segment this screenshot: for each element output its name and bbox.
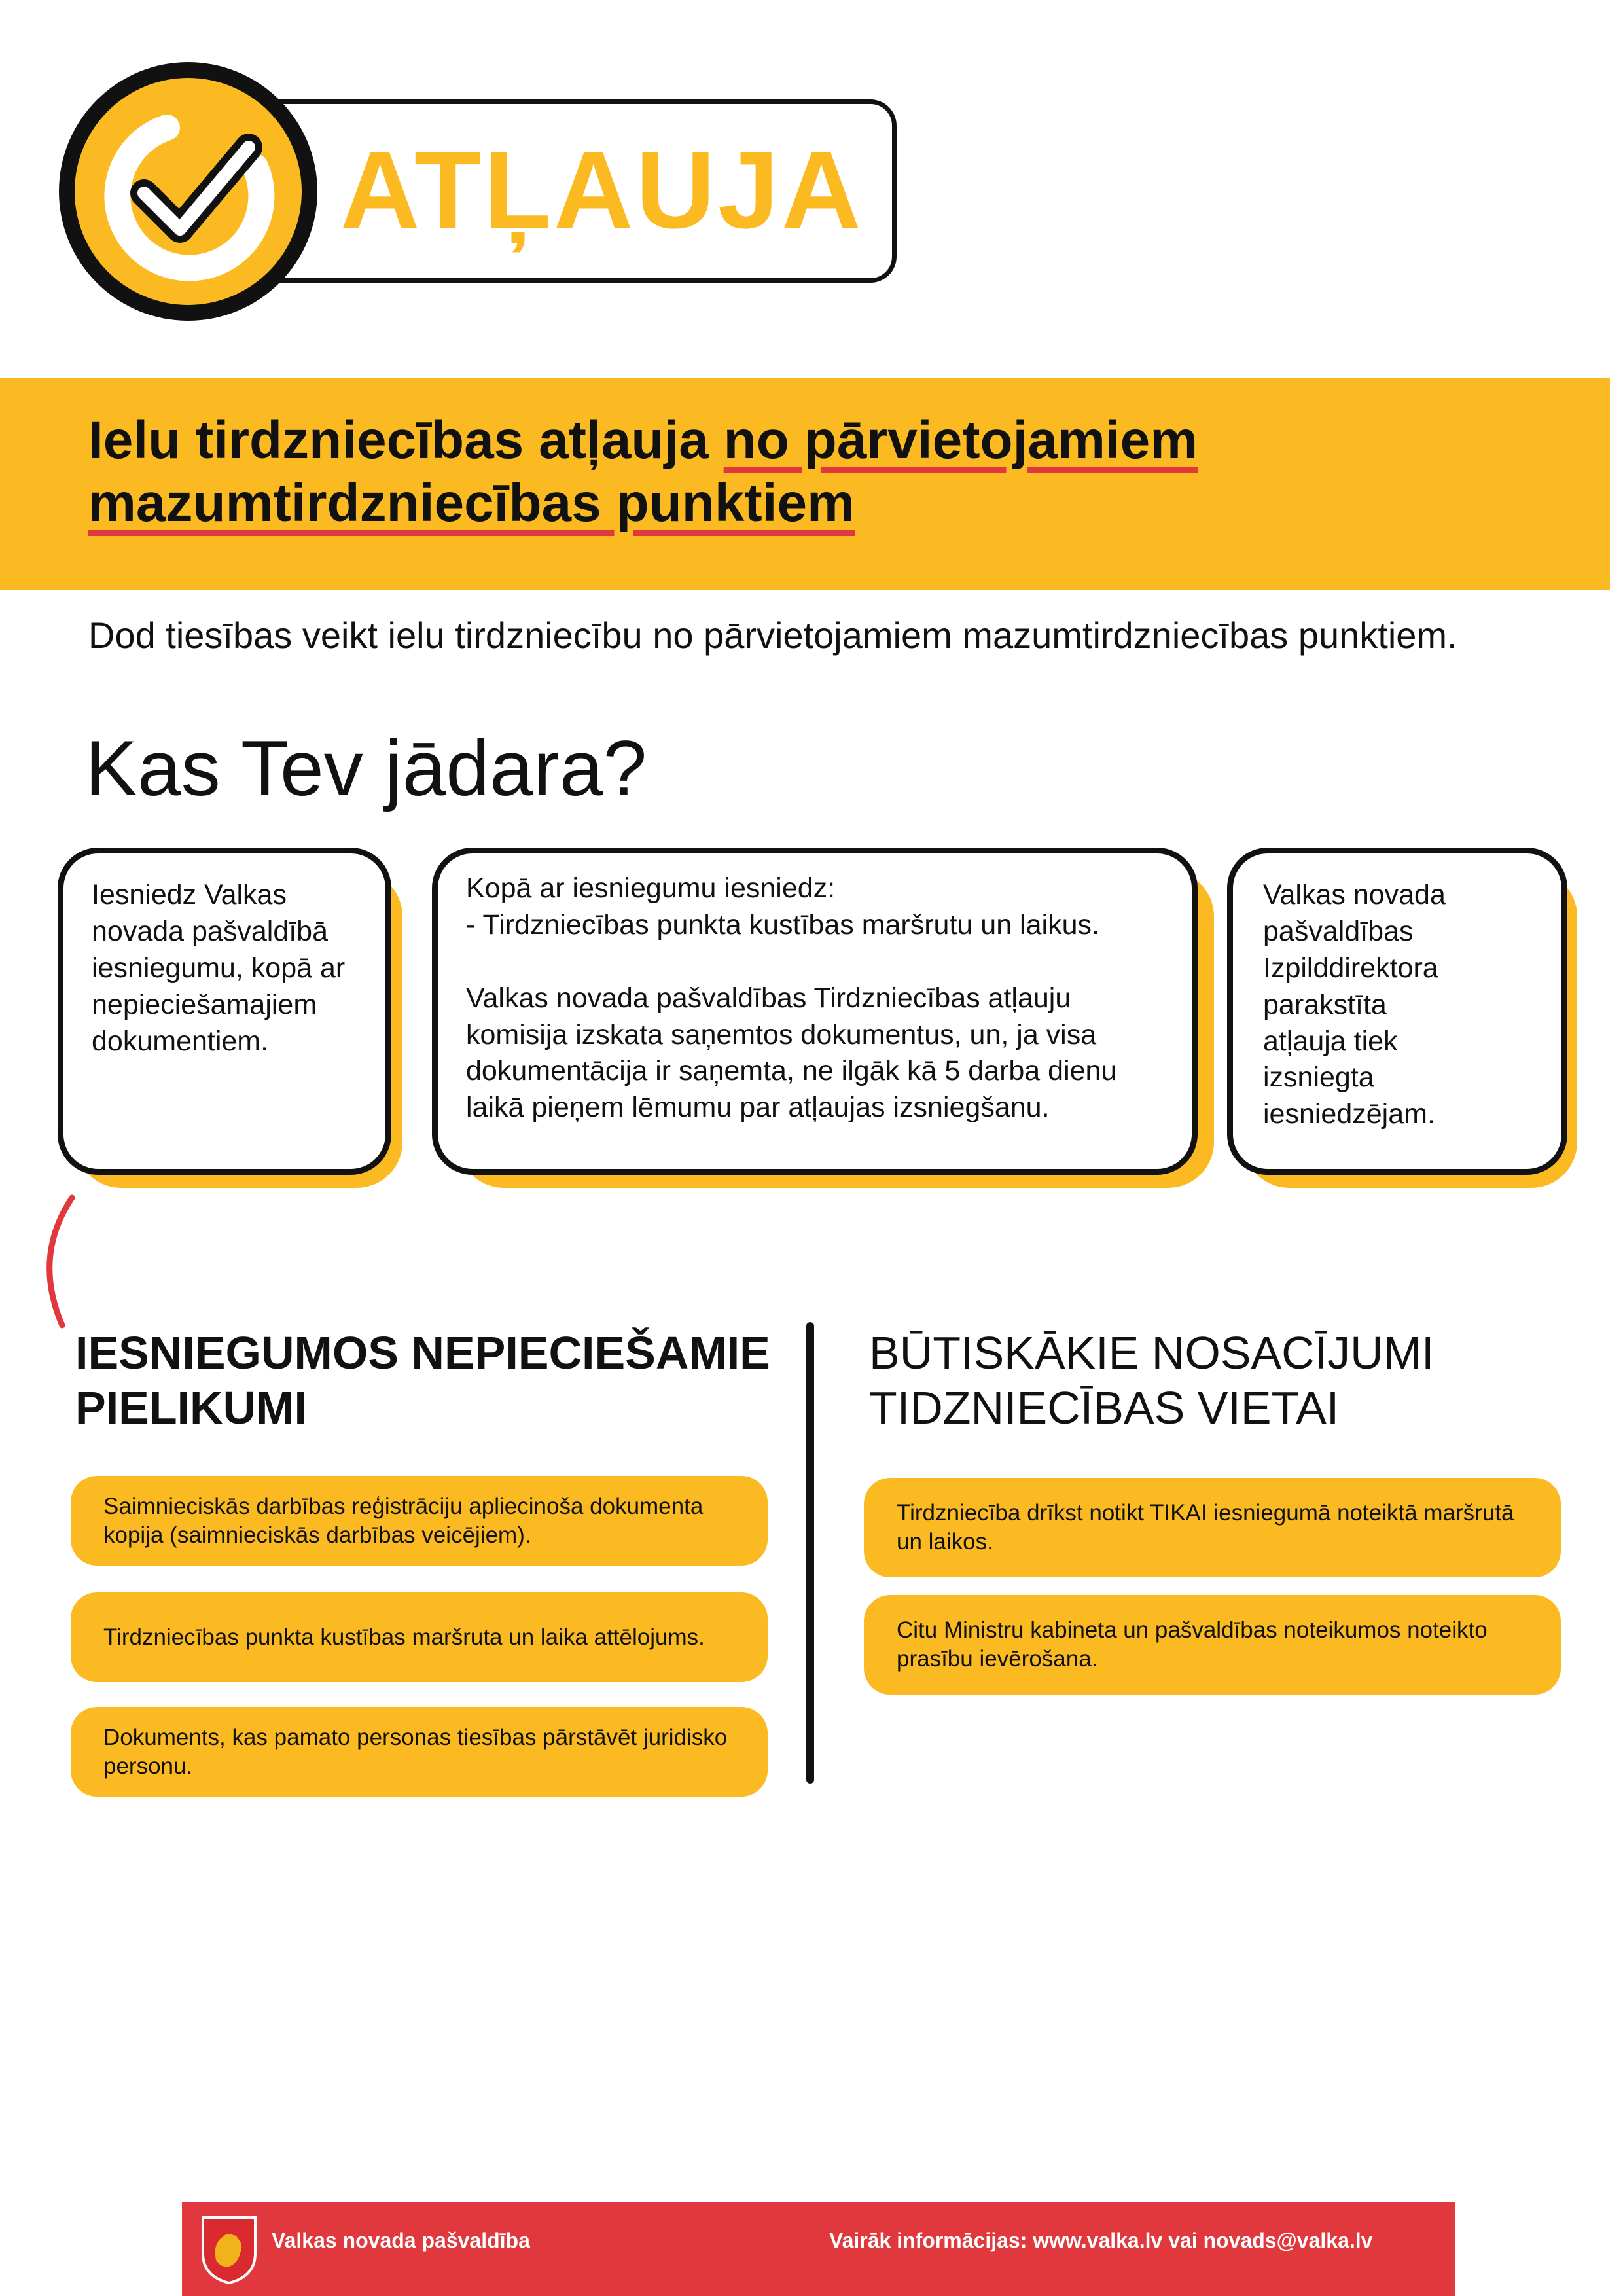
- lead-text: Dod tiesības veikt ielu tirdzniecību no pārvietojamiem mazumtirdzniecības punktiem.: [88, 615, 1457, 656]
- steps-heading: Kas Tev jādara?: [85, 725, 647, 812]
- attachments-heading: IESNIEGUMOS NEPIECIEŠAMIE PIELIKUMI: [75, 1327, 770, 1433]
- step-card-3-text: Valkas novada pašvaldības Izpilddirektora parakstīta atļauja tiek izsniegta iesniedzējam.: [1263, 879, 1446, 1130]
- step-card-2-text: Kopā ar iesniegumu iesniedz: - Tirdzniecības punkta kustības maršrutu un laikus. Valkas novada pašvaldības Tirdzniecības atļauju komisija izskata saņemtos dokumentus, un, ja visa dokumentācija ir saņemta, ne ilgāk kā 5 darba dienu laikā pieņem lēmumu par atļaujas izsniegšanu.: [466, 872, 1117, 1124]
- attachment-item-text: Tirdzniecības punkta kustības maršruta un laika attēlojums.: [103, 1624, 705, 1650]
- decorative-arc: [26, 1185, 118, 1335]
- conditions-heading: BŪTISKĀKIE NOSACĪJUMI TIDZNIECĪBAS VIETAI: [869, 1327, 1435, 1433]
- attachment-item-text: Dokuments, kas pamato personas tiesības pārstāvēt juridisko personu.: [103, 1724, 728, 1779]
- logo-title: ATĻAUJA: [340, 128, 864, 251]
- condition-item-text: Citu Ministru kabineta un pašvaldības noteikumos noteikto prasību ievērošana.: [897, 1617, 1488, 1672]
- footer-org: Valkas novada pašvaldība: [272, 2229, 530, 2252]
- condition-item: [864, 1595, 1561, 1695]
- title-part-1: Ielu tirdzniecības atļauja: [88, 410, 724, 470]
- column-divider: [806, 1322, 814, 1784]
- step-card-1-text: Iesniedz Valkas novada pašvaldībā iesniegumu, kopā ar nepieciešamajiem dokumentiem.: [92, 879, 346, 1057]
- condition-item-text: Tirdzniecība drīkst notikt TIKAI iesniegumā noteiktā maršrutā un laikos.: [897, 1500, 1514, 1554]
- condition-item: [864, 1478, 1561, 1577]
- title-part-3-underlined: mazumtirdzniecības punktiem: [88, 473, 855, 533]
- attachment-item: [71, 1592, 768, 1682]
- checkmark-icon: [59, 62, 317, 321]
- footer-contact[interactable]: Vairāk informācijas: www.valka.lv vai novads@valka.lv: [829, 2229, 1373, 2252]
- coat-of-arms-icon: [200, 2214, 259, 2286]
- attachment-item-text: Saimnieciskās darbības reģistrāciju apliecinoša dokumenta kopija (saimnieciskās darbības veicējiem).: [103, 1493, 704, 1548]
- page-title: [88, 409, 1561, 535]
- attachment-item: [71, 1476, 768, 1566]
- attachment-item: [71, 1707, 768, 1797]
- title-part-2-underlined: no pārvietojamiem: [723, 410, 1198, 470]
